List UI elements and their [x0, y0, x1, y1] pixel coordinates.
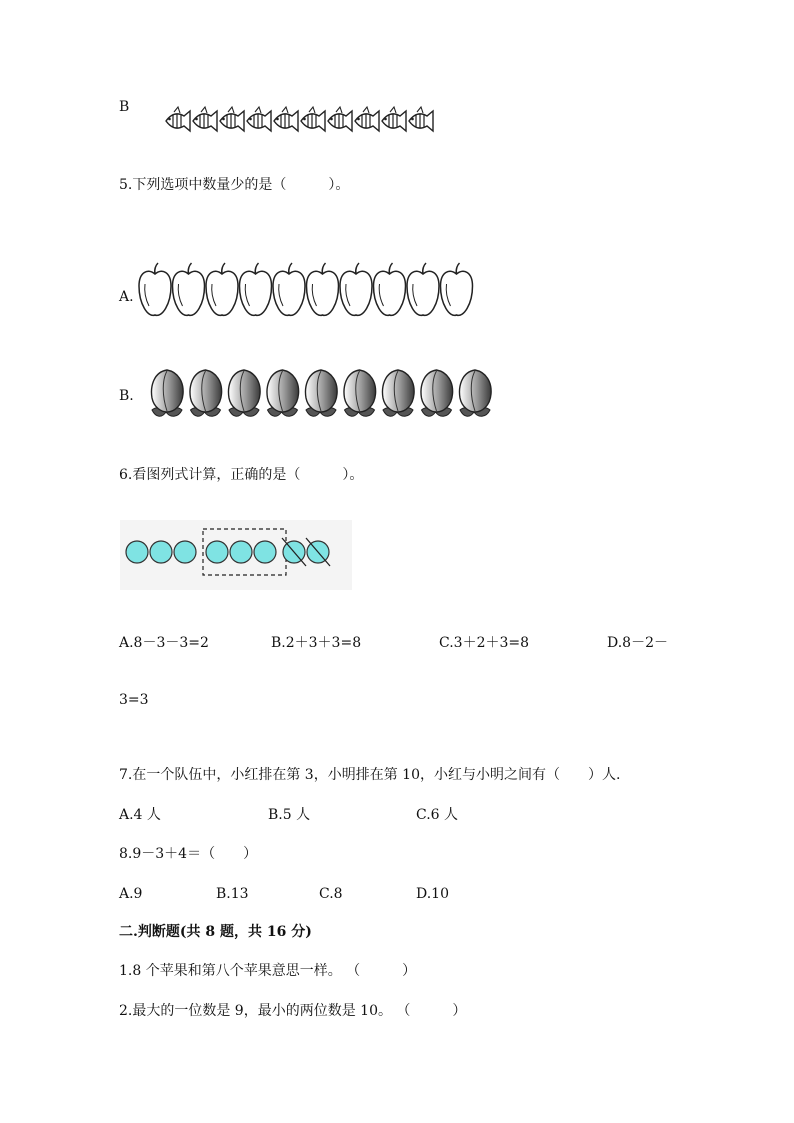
q6-option-a[interactable]: A.8－3－3=2: [119, 635, 209, 651]
circle-mark: [306, 538, 330, 566]
judgement-item: 1.8 个苹果和第八个苹果意思一样。 （ ）: [119, 963, 417, 979]
peach-icon: [460, 370, 492, 416]
q7-question: 7.在一个队伍中，小红排在第 3，小明排在第 10，小红与小明之间有（ ）人.: [119, 767, 621, 783]
apple-icon: [441, 263, 473, 315]
apple-icon: [273, 263, 305, 315]
circle-mark: [126, 541, 148, 563]
q7-option-c[interactable]: C.6 人: [416, 807, 459, 823]
apple-icon: [374, 263, 406, 315]
circle-mark: [254, 541, 276, 563]
apple-icon: [139, 263, 171, 315]
q8-option-b[interactable]: B.13: [216, 886, 249, 902]
q8-option-c[interactable]: C.8: [319, 886, 343, 902]
peach-icon: [152, 370, 184, 416]
q6-option-b[interactable]: B.2＋3＋3=8: [271, 635, 362, 651]
peach-icon: [229, 370, 261, 416]
circle-mark: [174, 541, 196, 563]
section-heading: 二.判断题(共 8 题，共 16 分): [119, 924, 312, 940]
q4-option-b-label: B: [119, 99, 130, 115]
apple-icon: [307, 263, 339, 315]
circle-mark: [150, 541, 172, 563]
q5-question: 5.下列选项中数量少的是（ ）。: [119, 177, 350, 193]
q8-option-a[interactable]: A.9: [119, 886, 143, 902]
peach-icon: [421, 370, 453, 416]
peach-icon: [306, 370, 338, 416]
apple-icon: [340, 263, 372, 315]
q6-option-d[interactable]: D.8－2－: [607, 635, 668, 651]
peach-icon: [267, 370, 299, 416]
fish-row-image: [164, 106, 436, 136]
q8-option-d[interactable]: D.10: [416, 886, 449, 902]
apple-icon: [240, 263, 272, 315]
apple-icon: [173, 263, 205, 315]
q7-option-a[interactable]: A.4 人: [119, 807, 161, 823]
peach-icon: [383, 370, 415, 416]
q5-option-b-label: B.: [119, 388, 134, 404]
q5-option-a-label: A.: [119, 289, 134, 305]
peach-icon: [190, 370, 222, 416]
circle-mark: [206, 541, 228, 563]
q8-question: 8.9－3＋4＝（ ）: [119, 846, 258, 862]
q7-option-b[interactable]: B.5 人: [268, 807, 311, 823]
q6-circle-figure: [120, 520, 352, 590]
peach-row-image: [148, 366, 508, 422]
judgement-item: 2.最大的一位数是 9，最小的两位数是 10。 （ ）: [119, 1003, 467, 1019]
q6-option-c[interactable]: C.3＋2＋3=8: [439, 635, 530, 651]
q6-option-d-continued: 3=3: [119, 692, 149, 708]
apple-icon: [407, 263, 439, 315]
circle-mark: [230, 541, 252, 563]
apple-icon: [206, 263, 238, 315]
apple-row-image: [138, 262, 478, 320]
q6-question: 6.看图列式计算，正确的是（ ）。: [119, 467, 364, 483]
peach-icon: [344, 370, 376, 416]
